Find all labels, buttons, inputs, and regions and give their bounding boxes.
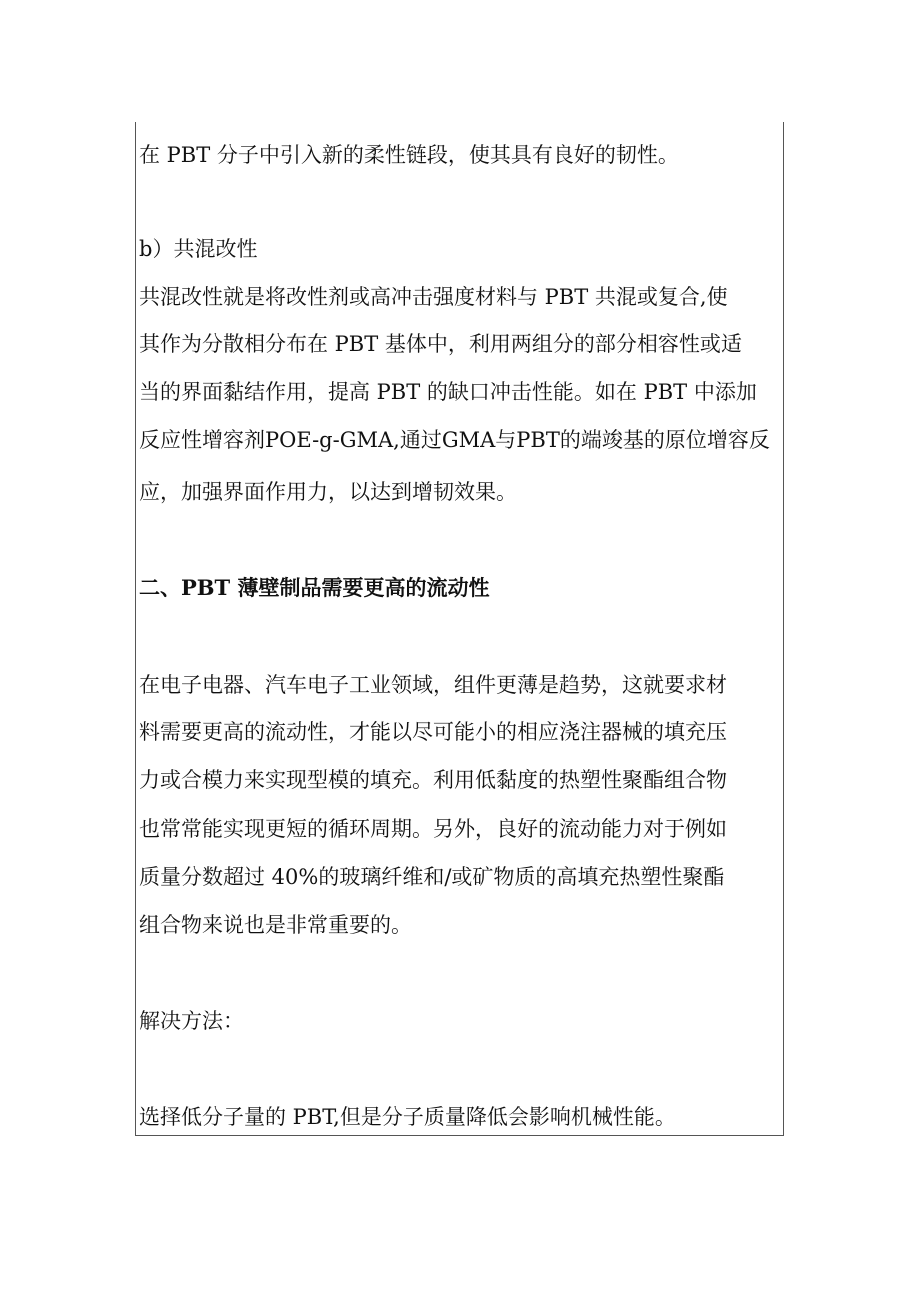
paragraph-3-line-5: 质量分数超过 40%的玻璃纤维和/或矿物质的高填充热塑性聚酯 [139,865,725,889]
paragraph-2-line-3: 当的界面黏结作用，提高 PBT 的缺口冲击性能。如在 PBT 中添加 [139,380,757,404]
document-frame [135,122,784,1136]
paragraph-4-line-1: 选择低分子量的 PBT,但是分子质量降低会影响机械性能。 [139,1105,676,1129]
paragraph-3-line-1: 在电子电器、汽车电子工业领域，组件更薄是趋势，这就要求材 [139,673,727,697]
paragraph-2-line-4: 反应性增容剂POE-g-GMA,通过GMA与PBT的端竣基的原位增容反 [139,428,770,452]
paragraph-2-line-2: 其作为分散相分布在 PBT 基体中，利用两组分的部分相容性或适 [139,332,742,356]
paragraph-3-line-2: 料需要更高的流动性，才能以尽可能小的相应浇注器械的填充压 [139,720,727,744]
paragraph-2-line-5: 应，加强界面作用力，以达到增韧效果。 [139,480,517,504]
paragraph-3-line-6: 组合物来说也是非常重要的。 [139,913,412,937]
subheading-blend-modification: b）共混改性 [139,237,258,261]
section-heading-2: 二、PBT 薄壁制品需要更高的流动性 [139,575,490,600]
paragraph-3-line-3: 力或合模力来实现型模的填充。利用低黏度的热塑性聚酯组合物 [139,768,727,792]
paragraph-1-line-1: 在 PBT 分子中引入新的柔性链段，使其具有良好的韧性。 [139,143,679,167]
solution-label: 解决方法： [139,1009,244,1033]
paragraph-3-line-4: 也常常能实现更短的循环周期。另外，良好的流动能力对于例如 [139,817,727,841]
paragraph-2-line-1: 共混改性就是将改性剂或高冲击强度材料与 PBT 共混或复合,使 [139,285,728,309]
